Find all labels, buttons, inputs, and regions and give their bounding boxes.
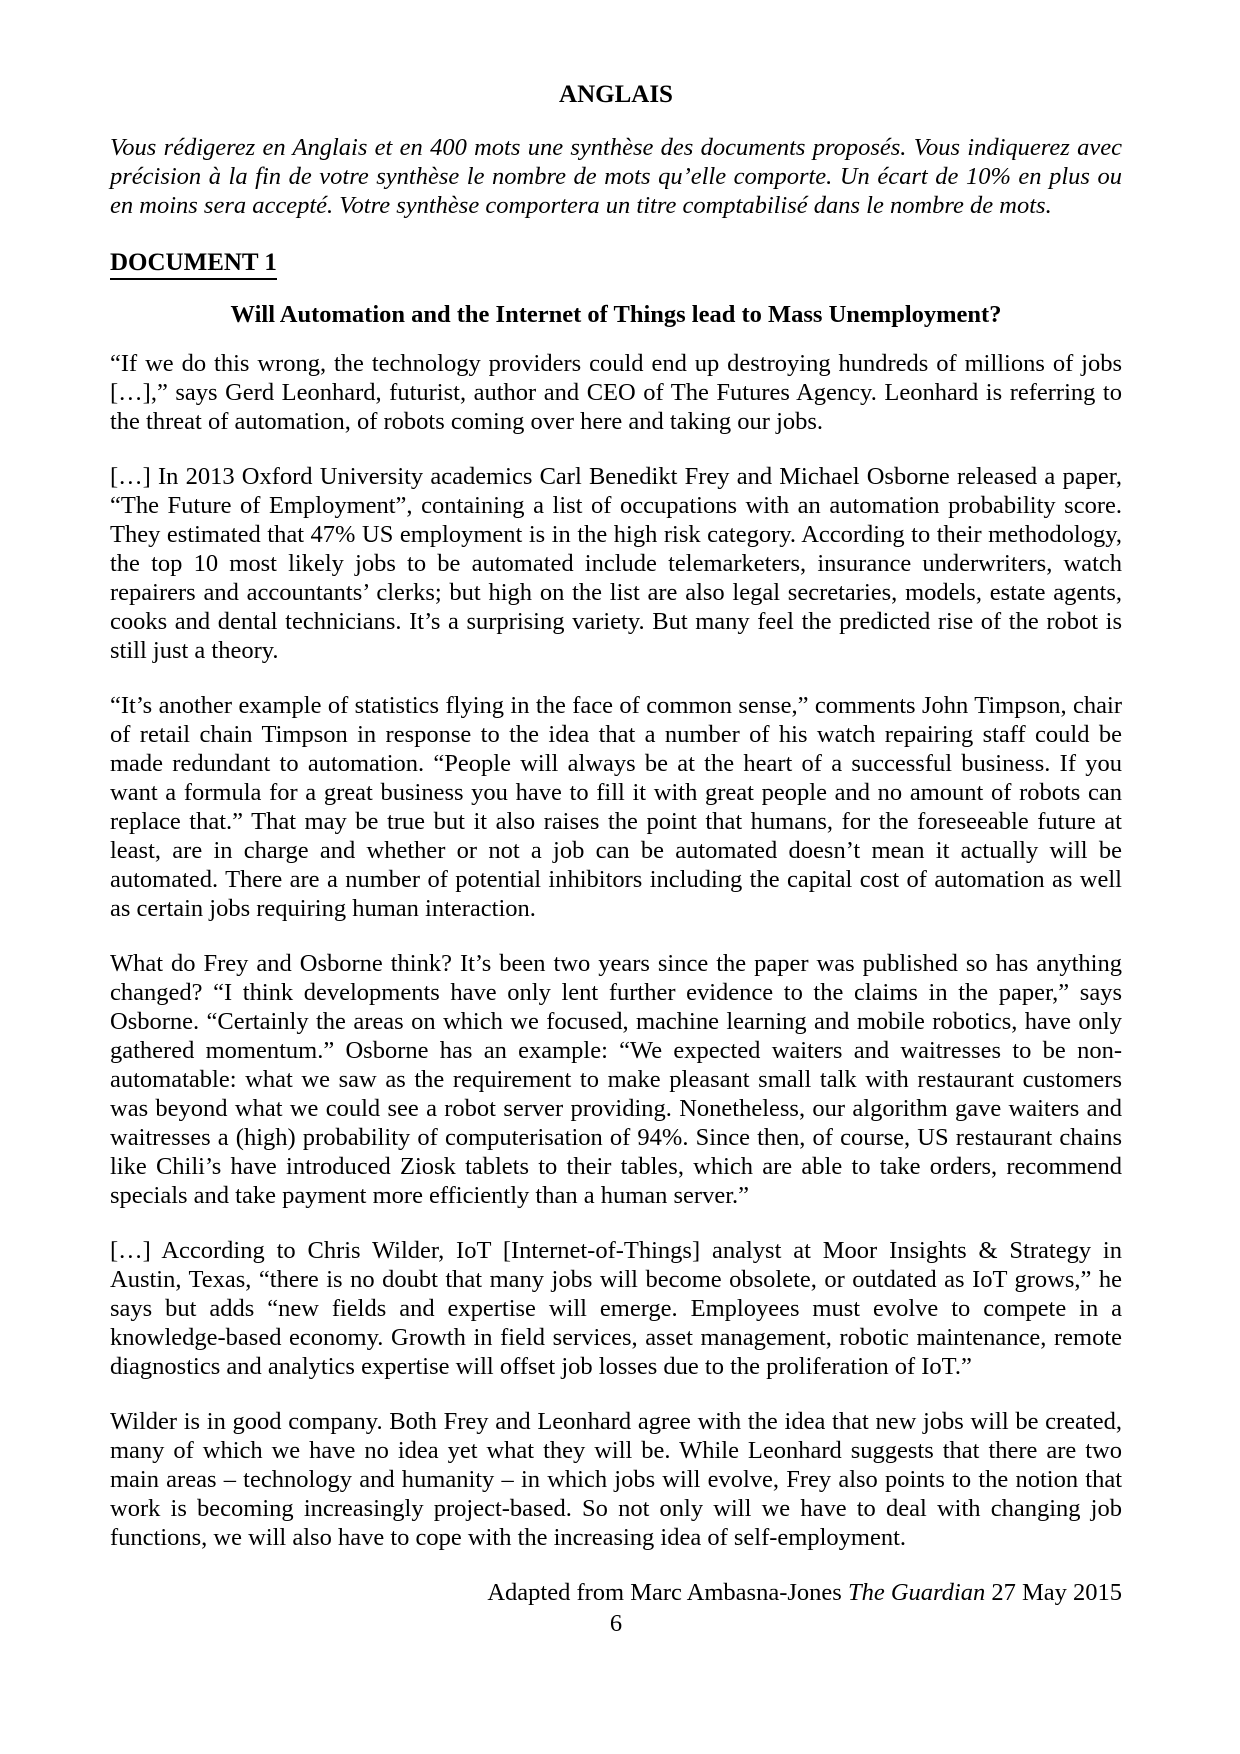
attribution-source: The Guardian xyxy=(847,1579,986,1606)
attribution-line xyxy=(110,1578,1122,1607)
document-heading-label: DOCUMENT 1 xyxy=(110,248,277,280)
attribution-suffix: 27 May 2015 xyxy=(985,1579,1122,1606)
body-paragraph: “If we do this wrong, the technology providers could end up destroying hundreds of millions of jobs […],” says Gerd Leonhard, futurist, author and CEO of The Futures Agency. Leonhard is referring to the threat of automation, of robots coming over here and taking our jobs. xyxy=(110,350,1122,435)
body-paragraph: Wilder is in good company. Both Frey and Leonhard agree with the idea that new jobs will be created, many of which we have no idea yet what they will be. While Leonhard suggests that there are two main areas – technology and humanity – in which jobs will evolve, Frey also points to the notion that work is becoming increasingly project-based. So not only will we have to deal with changing job functions, we will also have to cope with the increasing idea of self-employment. xyxy=(110,1408,1122,1551)
page-title: ANGLAIS xyxy=(559,81,673,108)
body-paragraph: […] In 2013 Oxford University academics Carl Benedikt Frey and Michael Osborne released a paper, “The Future of Employment”, containing a list of occupations with an automation probability score. They estimated that 47% US employment is in the high risk category. According to their methodology, the top 10 most likely jobs to be automated include telemarketers, insurance underwriters, watch repairers and accountants’ clerks; but high on the list are also legal secretaries, models, estate agents, cooks and dental technicians. It’s a surprising variety. But many feel the predicted rise of the robot is still just a theory. xyxy=(110,463,1122,664)
body-paragraph: […] According to Chris Wilder, IoT [Internet-of-Things] analyst at Moor Insights & Strategy in Austin, Texas, “there is no doubt that many jobs will become obsolete, or outdated as IoT grows,” he says but adds “new fields and expertise will emerge. Employees must evolve to compete in a knowledge-based economy. Growth in field services, asset management, robotic maintenance, remote diagnostics and analytics expertise will offset job losses due to the proliferation of IoT.” xyxy=(110,1237,1122,1380)
document-heading xyxy=(110,248,1122,280)
body-paragraph: What do Frey and Osborne think? It’s been two years since the paper was published so has anything changed? “I think developments have only lent further evidence to the claims in the paper,” says Osborne. “Certainly the areas on which we focused, machine learning and mobile robotics, have only gathered momentum.” Osborne has an example: “We expected waiters and waitresses to be non-automatable: what we saw as the requirement to make pleasant small talk with restaurant customers was beyond what we could see a robot server providing. Nonetheless, our algorithm gave waiters and waitresses a (high) probability of computerisation of 94%. Since then, of course, US restaurant chains like Chili’s have introduced Ziosk tablets to their tables, which are able to take orders, recommend specials and take payment more efficiently than a human server.” xyxy=(110,950,1122,1209)
instructions-paragraph: Vous rédigerez en Anglais et en 400 mots une synthèse des documents proposés. Vous indiquerez avec précision à la fin de votre synthèse le nombre de mots qu’elle comporte. Un écart de 10% en plus ou en moins sera accepté. Votre synthèse comportera un titre comptabilisé dans le nombre de mots. xyxy=(110,134,1122,219)
attribution-prefix: Adapted from Marc Ambasna-Jones xyxy=(487,1579,848,1606)
article-title: Will Automation and the Internet of Things lead to Mass Unemployment? xyxy=(230,301,1002,328)
page-number: 6 xyxy=(609,1610,623,1637)
body-paragraph: “It’s another example of statistics flying in the face of common sense,” comments John Timpson, chair of retail chain Timpson in response to the idea that a number of his watch repairing staff could be made redundant to automation. “People will always be at the heart of a successful business. If you want a formula for a great business you have to fill it with great people and no amount of robots can replace that.” That may be true but it also raises the point that humans, for the foreseeable future at least, are in charge and whether or not a job can be automated doesn’t mean it actually will be automated. There are a number of potential inhibitors including the capital cost of automation as well as certain jobs requiring human interaction. xyxy=(110,692,1122,922)
